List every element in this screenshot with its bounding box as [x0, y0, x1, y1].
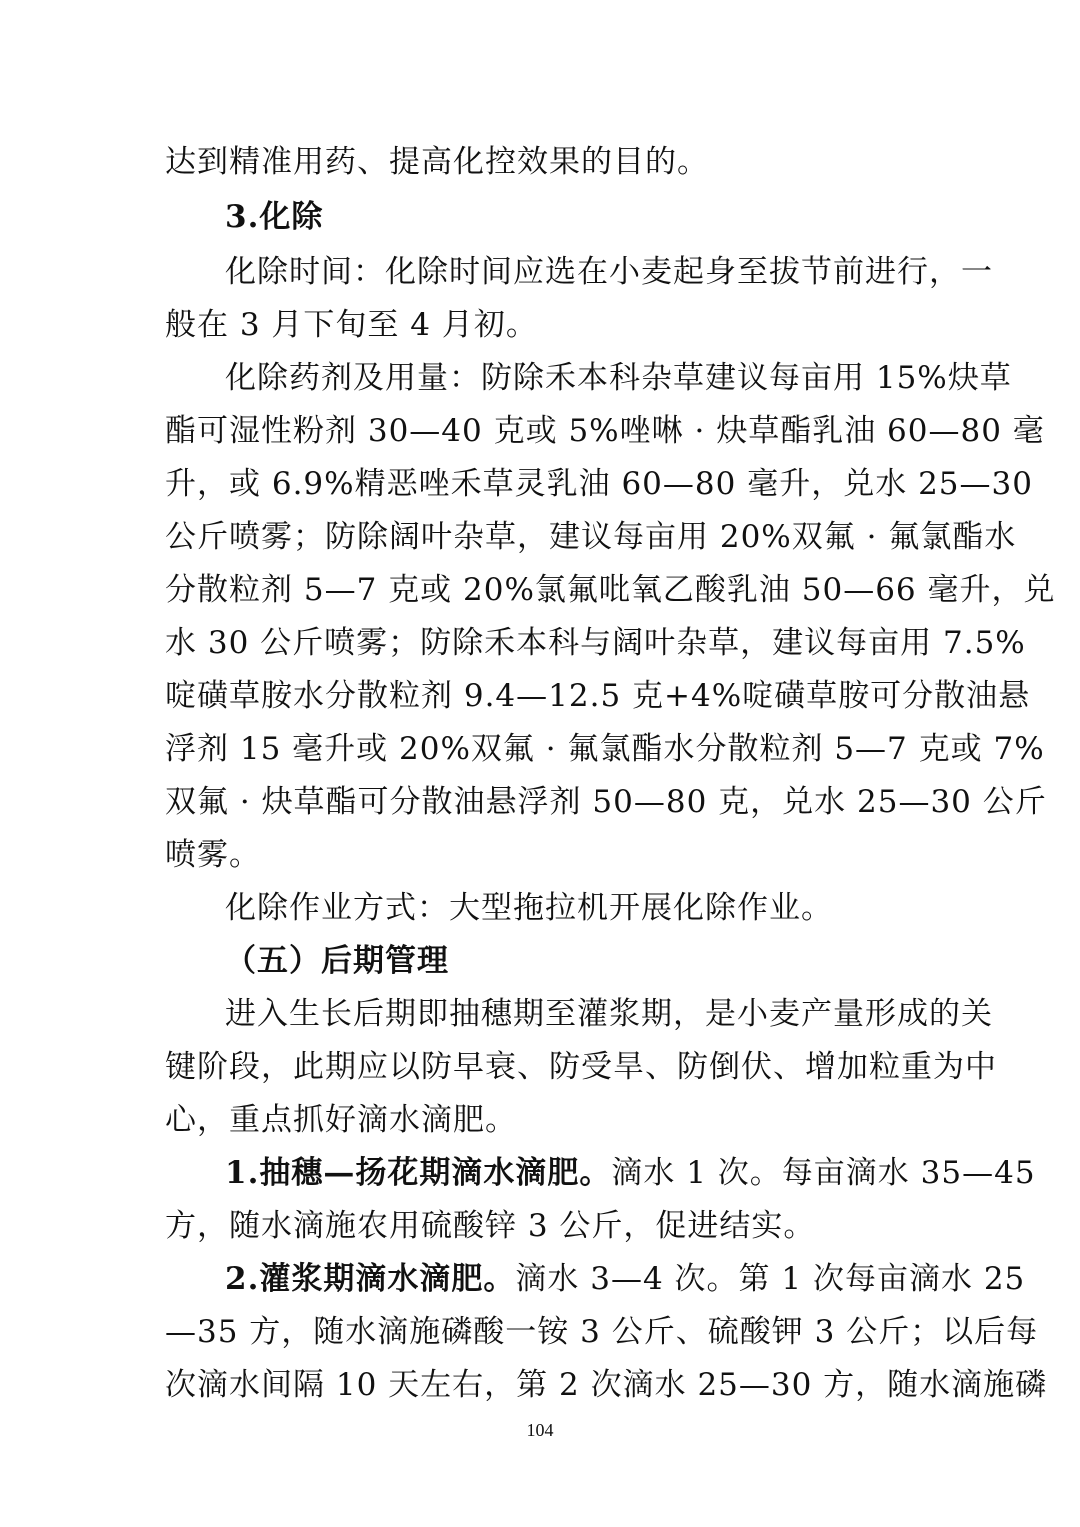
paragraph-line: 化除作业方式：大型拖拉机开展化除作业。 — [225, 890, 833, 926]
subsection-heading: 2.灌浆期滴水滴肥。 — [225, 1261, 516, 1297]
page-number: 104 — [526, 1420, 554, 1440]
paragraph-line: 分散粒剂 5—7 克或 20%氯氟吡氧乙酸乳油 50—66 毫升，兑 — [165, 572, 1056, 608]
paragraph-line: 公斤喷雾；防除阔叶杂草，建议每亩用 20%双氟 · 氟氯酯水 — [165, 519, 1017, 555]
section-heading: （五）后期管理 — [225, 943, 449, 979]
paragraph-line — [225, 1153, 1036, 1193]
paragraph-line: 啶磺草胺水分散粒剂 9.4—12.5 克+4%啶磺草胺可分散油悬 — [165, 678, 1031, 714]
paragraph-line: 化除药剂及用量：防除禾本科杂草建议每亩用 15%炔草 — [225, 360, 1012, 396]
paragraph-line: 次滴水间隔 10 天左右，第 2 次滴水 25—30 方，随水滴施磷 — [165, 1367, 1048, 1403]
paragraph-line: 双氟 · 炔草酯可分散油悬浮剂 50—80 克，兑水 25—30 公斤 — [165, 784, 1047, 820]
paragraph-line — [225, 1259, 1026, 1299]
subsection-heading: 1.抽穗—扬花期滴水滴肥。 — [225, 1155, 612, 1191]
paragraph-line: 化除时间：化除时间应选在小麦起身至拔节前进行，一 — [225, 254, 993, 290]
paragraph-line: 喷雾。 — [165, 837, 261, 873]
paragraph-line: 浮剂 15 毫升或 20%双氟 · 氟氯酯水分散粒剂 5—7 克或 7% — [165, 731, 1045, 767]
paragraph-line: 进入生长后期即抽穗期至灌浆期，是小麦产量形成的关 — [225, 996, 993, 1032]
paragraph-line: 达到精准用药、提高化控效果的目的。 — [165, 144, 709, 180]
paragraph-line: 升，或 6.9%精恶唑禾草灵乳油 60—80 毫升，兑水 25—30 — [165, 466, 1033, 502]
paragraph-line: 般在 3 月下旬至 4 月初。 — [165, 307, 538, 343]
section-heading: 3.化除 — [225, 199, 324, 235]
paragraph-line: 方，随水滴施农用硫酸锌 3 公斤，促进结实。 — [165, 1208, 816, 1244]
paragraph-line: —35 方，随水滴施磷酸一铵 3 公斤、硫酸钾 3 公斤；以后每 — [165, 1314, 1039, 1350]
paragraph-line: 键阶段，此期应以防早衰、防受旱、防倒伏、增加粒重为中 — [165, 1049, 997, 1085]
paragraph-line: 酯可湿性粉剂 30—40 克或 5%唑啉 · 炔草酯乳油 60—80 毫 — [165, 413, 1045, 449]
paragraph-text: 滴水 1 次。每亩滴水 35—45 — [611, 1155, 1036, 1191]
paragraph-line: 心，重点抓好滴水滴肥。 — [165, 1102, 517, 1138]
paragraph-line: 水 30 公斤喷雾；防除禾本科与阔叶杂草，建议每亩用 7.5% — [165, 625, 1026, 661]
paragraph-text: 滴水 3—4 次。第 1 次每亩滴水 25 — [515, 1261, 1026, 1297]
